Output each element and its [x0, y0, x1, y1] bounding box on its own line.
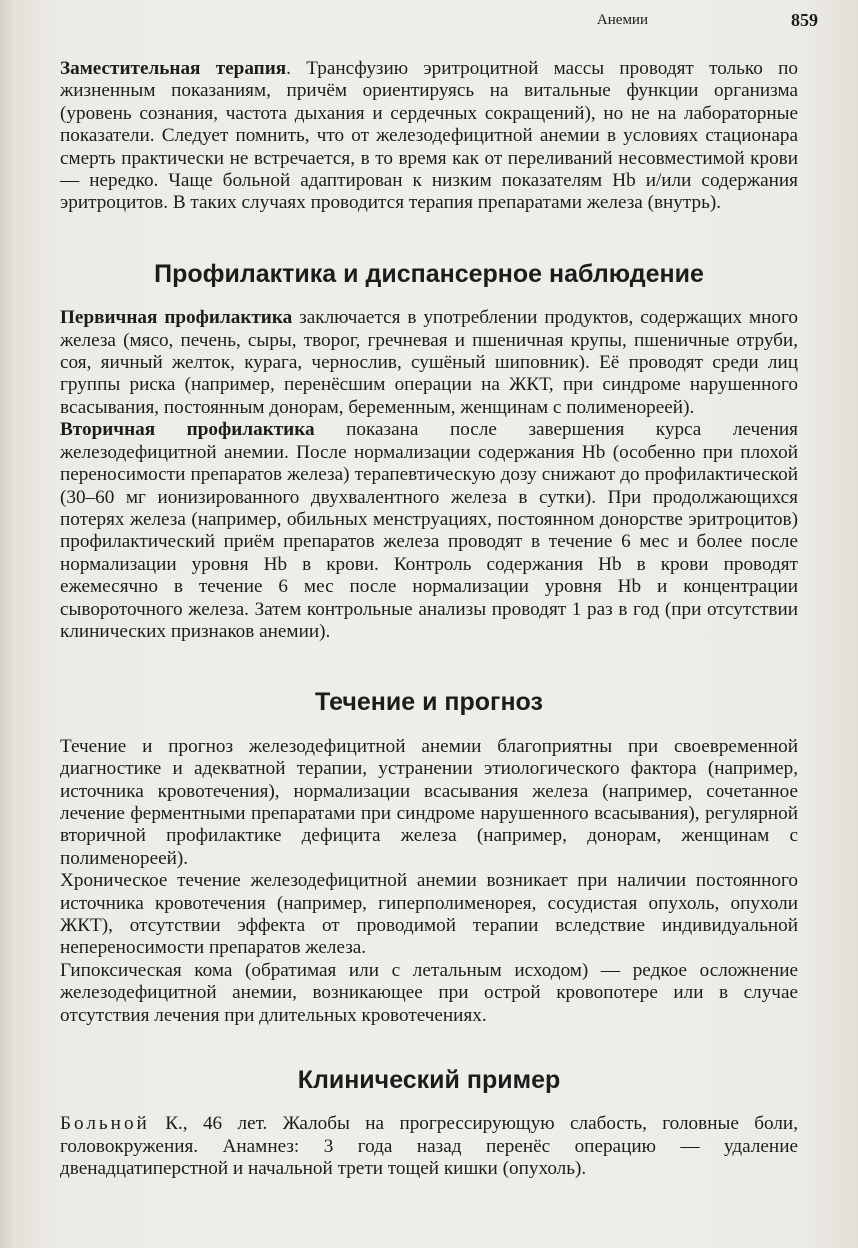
page-number: 859: [791, 10, 818, 30]
primary-prophylaxis-text: заключается в употреблении продуктов, содержащих много железа (мясо, печень, сыры, творог, гречневая и пшеничная крупы, пшеничные отруби, соя, яичный желток, курага, чернослив, сушёный шиповник). Её проводят среди лиц группы риска (например, перенёсшим операции на ЖКТ, при синдроме нарушенного всасывания, постоянным донорам, беременным, женщинам с полименореей).: [60, 307, 798, 418]
course-prognosis-heading: Течение и прогноз: [315, 688, 543, 717]
replacement-therapy-paragraph: [60, 58, 798, 215]
page-header: [60, 8, 828, 34]
prophylaxis-heading: Профилактика и диспансерное наблюдение: [154, 259, 704, 288]
primary-prophylaxis-lead: Первичная профилактика: [60, 307, 293, 329]
course-paragraph-3: Гипоксическая кома (обратимая или с летальным исходом) — редкое осложнение железодефицитной анемии, возникающее при острой кровопотере или в случае отсутствия лечения при длительных кровотечениях.: [60, 959, 798, 1026]
running-title: Анемии: [596, 12, 648, 28]
course-paragraph-1: Течение и прогноз железодефицитной анемии благоприятны при своевременной диагностике и адекватной терапии, устранении этиологического фактора (например, источника кровотечения), нормализации всасывания железа (например, сочетанное лечение ферментными препаратами при синдроме нарушенного всасывания), регулярной вторичной профилактике дефицита железа (например, донорам, женщинам с полименореей).: [60, 735, 798, 869]
secondary-prophylaxis-text: показана после завершения курса лечения железодефицитной анемии. После нормализации содержания Hb (особенно при плохой переносимости препаратов железа) терапевтическую дозу снижают до профилактической (30–60 мг ионизированного двухвалентного железа в сутки). При продолжающихся потерях железа (например, обильных менструациях, постоянном донорстве эритроцитов) профилактический приём препаратов железа проводят в течение 6 мес и более после нормализации уровня Hb в крови. Контроль содержания Hb в крови проводят ежемесячно в течение 6 мес после нормализации уровня Hb и концентрации сывороточного железа. Затем контрольные анализы проводят 1 раз в год (при отсутствии клинических признаков анемии).: [60, 419, 798, 642]
clinical-example-text: К., 46 лет. Жалобы на прогрессирующую слабость, головные боли, головокружения. Анамнез: 3 года назад перенёс операцию — удаление двенадцатиперстной и начальной трети тощей кишки (опухоль).: [60, 1113, 798, 1180]
clinical-example-lead: Больной: [60, 1113, 150, 1135]
page-content: [60, 58, 798, 1181]
primary-prophylaxis-paragraph: [60, 307, 798, 419]
secondary-prophylaxis-paragraph: [60, 419, 798, 643]
replacement-therapy-text: . Трансфузию эритроцитной массы проводят только по жизненным показаниям, причём ориентируясь на витальные функции организма (уровень сознания, частота дыхания и сердечных сокращений), но не на лабораторные показатели. Следует помнить, что от железодефицитной анемии в условиях стационара смерть практически не встречается, в то время как от переливаний несовместимой крови — нередко. Чаще больной адаптирован к низким показателям Hb и/или содержания эритроцитов. В таких случаях проводится терапия препаратами железа (внутрь).: [60, 58, 798, 214]
replacement-therapy-lead: Заместительная терапия: [60, 58, 287, 79]
course-paragraph-2: Хроническое течение железодефицитной анемии возникает при наличии постоянного источника кровотечения (например, гиперполименорея, сосудистая опухоль, опухоли ЖКТ), отсутствии эффекта от проводимой терапии вследствие индивидуальной непереносимости препаратов железа.: [60, 870, 798, 959]
clinical-example-heading: Клинический пример: [297, 1066, 561, 1095]
clinical-example-paragraph: [60, 1113, 798, 1180]
secondary-prophylaxis-lead: Вторичная профилактика: [60, 419, 315, 441]
